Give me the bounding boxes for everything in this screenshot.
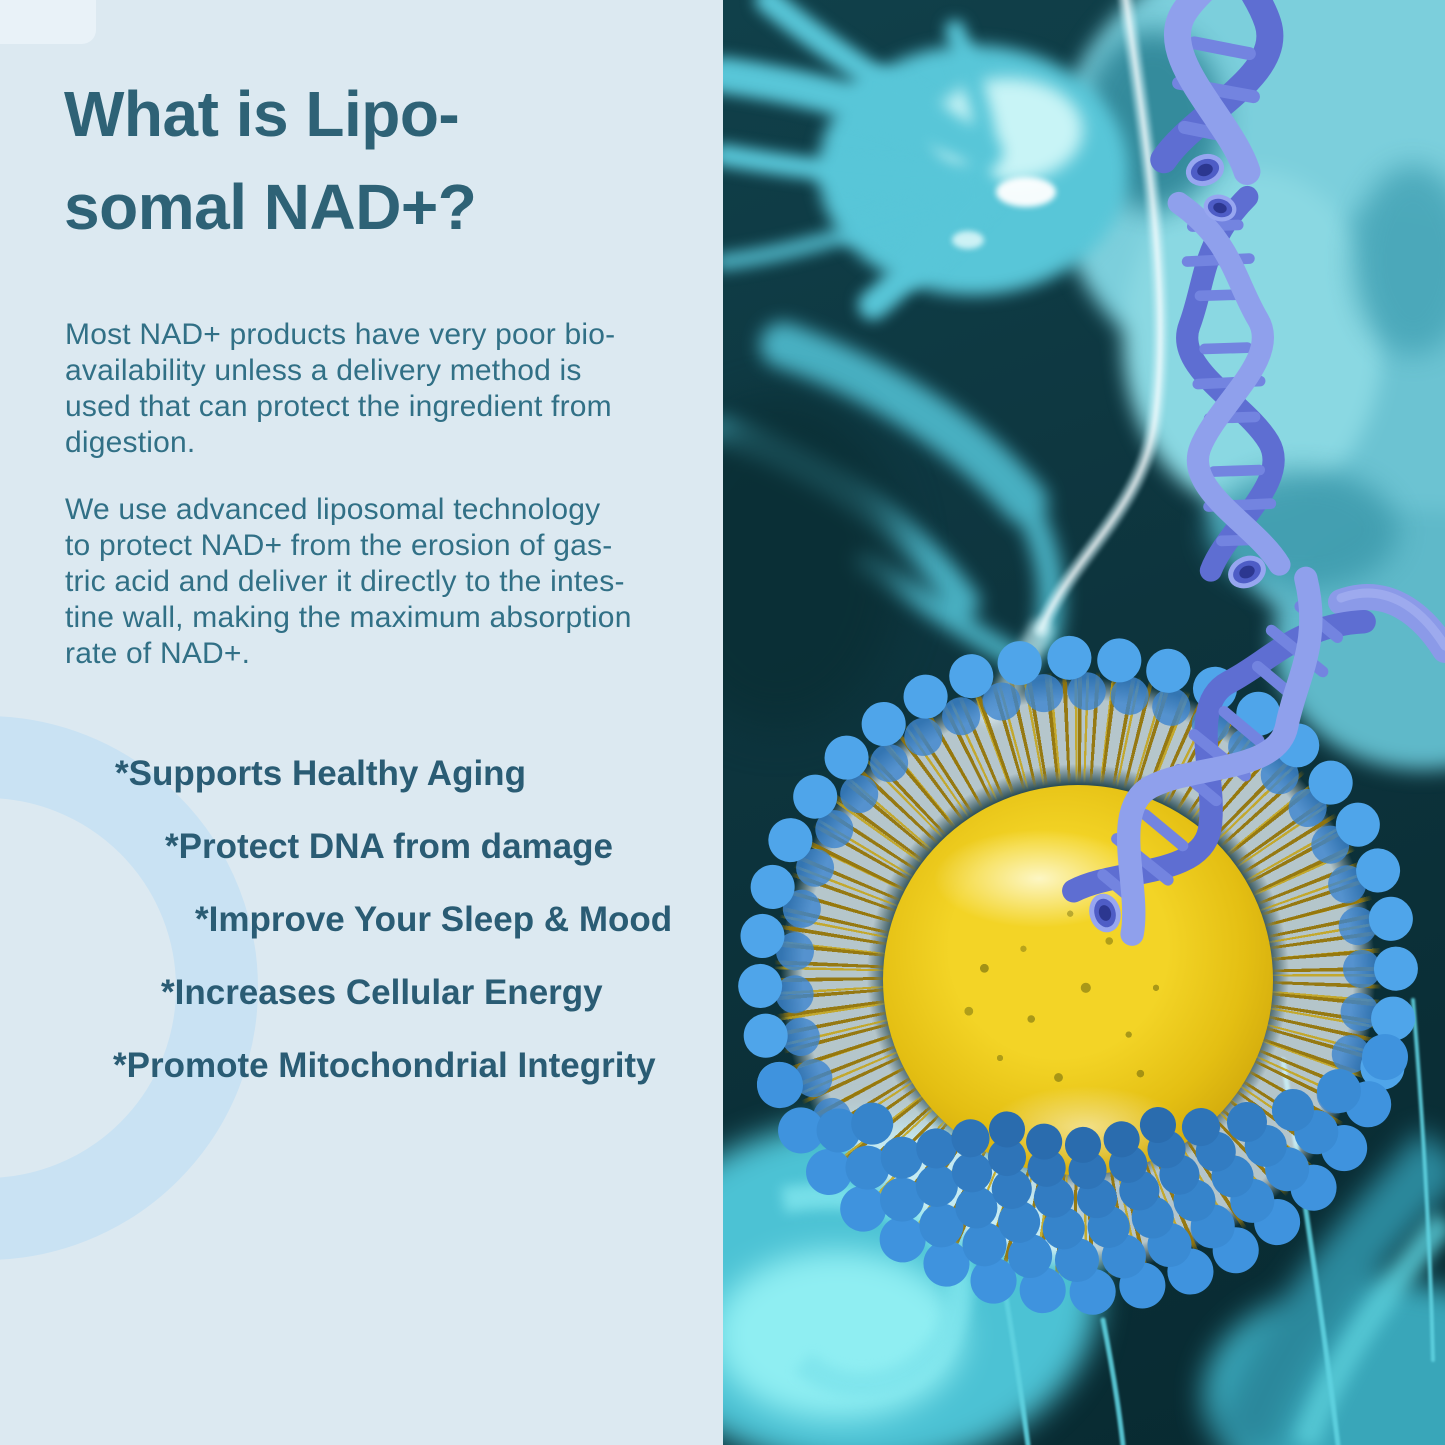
liposome-and-dna-icon — [723, 0, 1445, 1445]
corner-highlight-shape — [0, 0, 96, 44]
paragraph-line: tric acid and deliver it directly to the intes- — [65, 565, 625, 598]
paragraph-line: We use advanced liposomal technology — [65, 493, 601, 526]
paragraph-line: to protect NAD+ from the erosion of gas- — [65, 529, 613, 562]
page-title-line-1: What is Lipo- — [64, 78, 460, 150]
benefit-item: *Improve Your Sleep & Mood — [195, 900, 673, 939]
dna-double-helix-icon — [1071, 0, 1445, 936]
benefit-item: *Increases Cellular Energy — [161, 973, 603, 1012]
paragraph-line: Most NAD+ products have very poor bio- — [65, 318, 616, 351]
technology-paragraph — [65, 492, 705, 672]
page-title-line-2: somal NAD+? — [64, 171, 477, 243]
page-title — [64, 68, 684, 254]
intro-paragraph — [65, 317, 705, 461]
benefit-item: *Promote Mitochondrial Integrity — [113, 1046, 656, 1085]
benefits-list — [85, 737, 705, 1102]
paragraph-line: tine wall, making the maximum absorption — [65, 601, 632, 634]
paragraph-line: rate of NAD+. — [65, 637, 251, 670]
phospholipid-ring-icon — [760, 658, 1396, 1292]
paragraph-line: digestion. — [65, 426, 196, 459]
paragraph-line: used that can protect the ingredient from — [65, 390, 612, 423]
paragraph-line: availability unless a delivery method is — [65, 354, 582, 387]
product-illustration — [723, 0, 1445, 1445]
benefit-item: *Supports Healthy Aging — [115, 754, 526, 793]
benefit-item: *Protect DNA from damage — [165, 827, 613, 866]
